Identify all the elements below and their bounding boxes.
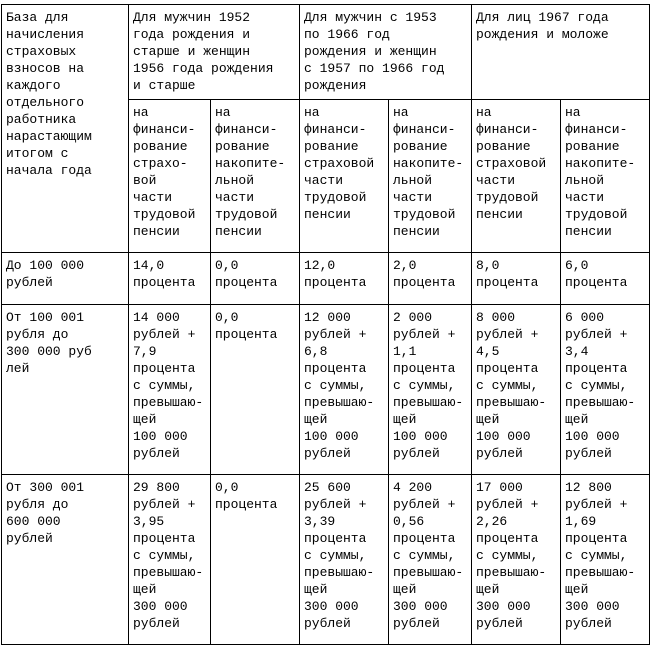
base-header-cell: База для начисления страховых взносов на каждого отдельного работника нарастающим итогом с начала года (2, 5, 129, 253)
rate-cell: 4 200 рублей + 0,56 процента с суммы, превышаю- щей 300 000 рублей (389, 475, 472, 645)
rate-cell: 12 800 рублей + 1,69 процента с суммы, превышаю- щей 300 000 рублей (561, 475, 650, 645)
rate-cell: 6 000 рублей + 3,4 процента с суммы, превышаю- щей 100 000 рублей (561, 305, 650, 475)
rate-cell: 29 800 рублей + 3,95 процента с суммы, превышаю- щей 300 000 рублей (129, 475, 211, 645)
rate-cell: 12,0 процента (300, 253, 389, 305)
group-header-cell: Для мужчин 1952 года рождения и старше и женщин 1956 года рождения и старше (129, 5, 300, 100)
subheader-cell: на финанси- рование страховой части трудовой пенсии (300, 100, 389, 253)
rate-cell: 2,0 процента (389, 253, 472, 305)
rate-cell: 0,0 процента (211, 253, 300, 305)
group-header-cell: Для мужчин с 1953 по 1966 год рождения и женщин с 1957 по 1966 год рождения (300, 5, 472, 100)
rate-cell: 8,0 процента (472, 253, 561, 305)
subheader-cell: на финанси- рование накопите- льной части трудовой пенсии (211, 100, 300, 253)
base-cell: До 100 000 рублей (2, 253, 129, 305)
rate-cell: 0,0 процента (211, 475, 300, 645)
subheader-cell: на финанси- рование страховой части трудовой пенсии (472, 100, 561, 253)
rate-cell: 12 000 рублей + 6,8 процента с суммы, превышаю- щей 100 000 рублей (300, 305, 389, 475)
table-row (2, 253, 650, 305)
rate-cell: 6,0 процента (561, 253, 650, 305)
table-row (2, 475, 650, 645)
insurance-rates-table (1, 4, 650, 645)
rate-cell: 25 600 рублей + 3,39 процента с суммы, превышаю- щей 300 000 рублей (300, 475, 389, 645)
subheader-cell: на финанси- рование накопите- льной части трудовой пенсии (561, 100, 650, 253)
group-header-cell: Для лиц 1967 года рождения и моложе (472, 5, 650, 100)
rate-cell: 17 000 рублей + 2,26 процента с суммы, превышаю- щей 300 000 рублей (472, 475, 561, 645)
header-row-groups (2, 5, 650, 100)
rate-cell: 2 000 рублей + 1,1 процента с суммы, превышаю- щей 100 000 рублей (389, 305, 472, 475)
base-cell: От 300 001 рубля до 600 000 рублей (2, 475, 129, 645)
rate-cell: 8 000 рублей + 4,5 процента с суммы, превышаю- щей 100 000 рублей (472, 305, 561, 475)
table-row (2, 305, 650, 475)
subheader-cell: на финанси- рование накопите- льной части трудовой пенсии (389, 100, 472, 253)
rate-cell: 14,0 процента (129, 253, 211, 305)
rate-cell: 0,0 процента (211, 305, 300, 475)
rate-cell: 14 000 рублей + 7,9 процента с суммы, превышаю- щей 100 000 рублей (129, 305, 211, 475)
base-cell: От 100 001 рубля до 300 000 руб лей (2, 305, 129, 475)
subheader-cell: на финанси- рование страхо- вой части трудовой пенсии (129, 100, 211, 253)
